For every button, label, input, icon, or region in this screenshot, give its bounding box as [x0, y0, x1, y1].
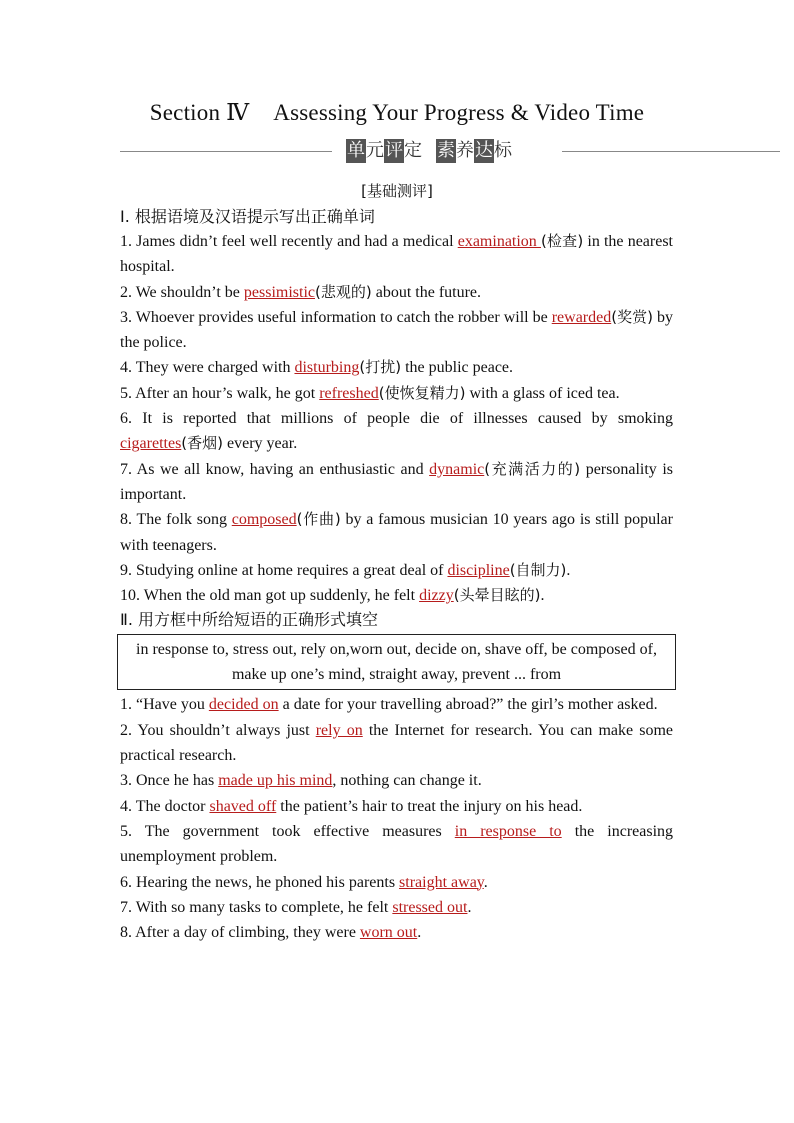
banner-char: 元	[366, 140, 384, 161]
question-text-end: personality is important.	[120, 460, 673, 503]
chinese-hint: (使恢复精力)	[378, 383, 466, 402]
question-text: 5. After an hour’s walk, he got	[120, 384, 320, 402]
question-text-end: the increasing unemployment problem.	[120, 822, 674, 866]
question-text-end: , nothing can change it.	[332, 772, 482, 790]
question-item	[120, 895, 673, 920]
question-text-end: a date for your travelling abroad?” the girl’s mother asked.	[278, 696, 658, 714]
answer-text: dizzy	[419, 587, 454, 605]
question-item	[120, 355, 673, 380]
answer-text: decided on	[208, 696, 279, 714]
question-text-end: about the future.	[371, 283, 482, 301]
section-number: Section Ⅳ	[149, 100, 250, 125]
answer-text: in response to	[454, 822, 562, 840]
answer-text: composed	[231, 511, 297, 529]
section-banner	[120, 139, 780, 163]
banner-char-boxed: 达	[475, 140, 493, 161]
part2-heading: Ⅱ. 用方框中所给短语的正确形式填空	[120, 610, 379, 630]
question-text: 9. Studying online at home requires a great deal of	[120, 561, 448, 579]
question-text: 8. After a day of climbing, they were	[120, 924, 360, 942]
answer-text: worn out	[359, 924, 418, 942]
question-text: 3. Whoever provides useful information to catch the robber will be	[120, 308, 552, 326]
part1-heading: Ⅰ. 根据语境及汉语提示写出正确单词	[120, 207, 375, 226]
banner-char-boxed: 单	[347, 140, 365, 161]
part2-list	[120, 692, 673, 945]
question-text: 6. It is reported that millions of people die of illnesses caused by smoking	[120, 410, 673, 428]
question-text-end: the Internet for research. You can make some practical research.	[120, 721, 674, 765]
question-item	[120, 229, 673, 280]
question-text-end: .	[417, 924, 422, 942]
chinese-hint: (充满活力的)	[484, 459, 581, 478]
answer-text: straight away	[399, 873, 484, 891]
part1-list	[120, 229, 673, 608]
question-item	[120, 507, 673, 558]
answer-text: cigarettes	[120, 435, 182, 453]
question-text-end: by the police.	[120, 308, 673, 352]
question-text-end: .	[540, 587, 545, 605]
question-text-end: .	[566, 561, 571, 579]
exercise-content	[120, 205, 673, 945]
question-text-end: in the nearest hospital.	[120, 233, 674, 276]
banner-divider-left	[120, 151, 332, 152]
question-item	[120, 457, 673, 508]
question-text: 2. We shouldn’t be	[120, 283, 244, 301]
chinese-hint: (作曲)	[296, 510, 341, 529]
question-item	[120, 305, 673, 356]
chinese-hint: (悲观的)	[315, 282, 372, 301]
question-text-end: every year.	[223, 435, 298, 453]
question-text-end: the public peace.	[401, 359, 514, 377]
question-text-end: the patient’s hair to treat the injury on his head.	[276, 797, 583, 815]
question-text: 7. As we all know, having an enthusiastic and	[120, 460, 430, 478]
answer-text: rewarded	[551, 308, 612, 326]
answer-text: pessimistic	[243, 283, 315, 301]
question-text-end: with a glass of iced tea.	[465, 384, 620, 402]
question-text: 4. The doctor	[120, 797, 210, 815]
section-name: Assessing Your Progress & Video Time	[273, 100, 645, 125]
answer-text: refreshed	[319, 384, 379, 402]
subheading: [基础测评]	[361, 182, 433, 200]
question-text: 8. The folk song	[120, 511, 232, 529]
chinese-hint: (头晕目眩的)	[453, 586, 541, 605]
chinese-hint: (奖赏)	[611, 307, 653, 326]
answer-text: discipline	[447, 561, 510, 579]
question-text-end: .	[483, 873, 488, 891]
question-item	[120, 583, 673, 608]
chinese-hint: (打扰)	[359, 358, 402, 377]
question-item	[120, 692, 673, 717]
banner-char-boxed: 素	[437, 140, 455, 161]
question-text: 5. The government took effective measures	[120, 822, 455, 840]
banner-char: 标	[494, 140, 512, 161]
chinese-hint: (香烟)	[181, 434, 224, 453]
answer-text: made up his mind	[218, 772, 333, 790]
question-text: 6. Hearing the news, he phoned his parents	[120, 873, 400, 891]
banner-divider-right	[562, 151, 780, 152]
answer-text: shaved off	[209, 797, 277, 815]
page-title	[0, 100, 794, 126]
answer-text: examination	[457, 233, 541, 250]
question-item	[120, 381, 673, 406]
question-item	[120, 819, 673, 870]
question-item	[120, 920, 673, 945]
banner-text	[346, 139, 552, 163]
question-text: 1. James didn’t feel well recently and had a medical	[120, 233, 458, 250]
answer-text: rely on	[315, 721, 363, 739]
answer-text: stressed out	[392, 898, 468, 916]
chinese-hint: (检查)	[540, 232, 584, 250]
banner-char: 定	[404, 140, 422, 161]
question-text: 4. They were charged with	[120, 359, 295, 377]
answer-text: disturbing	[294, 359, 360, 377]
question-text: 3. Once he has	[120, 772, 219, 790]
question-text-end: by a famous musician 10 years ago is still popular with teenagers.	[120, 511, 673, 554]
question-text: 1. “Have you	[120, 696, 209, 714]
question-text: 10. When the old man got up suddenly, he felt	[120, 587, 420, 605]
question-text-end: .	[467, 898, 472, 916]
question-item	[120, 794, 673, 819]
question-text: 2. You shouldn’t always just	[120, 721, 316, 739]
question-item	[120, 280, 673, 305]
phrase-box: in response to, stress out, rely on,worn out, decide on, shave off, be composed of, make up one’s mind, straight away, prevent ... from	[117, 634, 676, 690]
chinese-hint: (自制力)	[509, 560, 567, 579]
answer-text: dynamic	[429, 460, 485, 478]
question-item	[120, 870, 673, 895]
banner-char: 养	[456, 140, 474, 161]
banner-char-boxed: 评	[385, 140, 403, 161]
question-item	[120, 768, 673, 793]
question-text: 7. With so many tasks to complete, he felt	[120, 898, 393, 916]
question-item	[120, 406, 673, 457]
question-item	[120, 558, 673, 583]
question-item	[120, 718, 673, 769]
